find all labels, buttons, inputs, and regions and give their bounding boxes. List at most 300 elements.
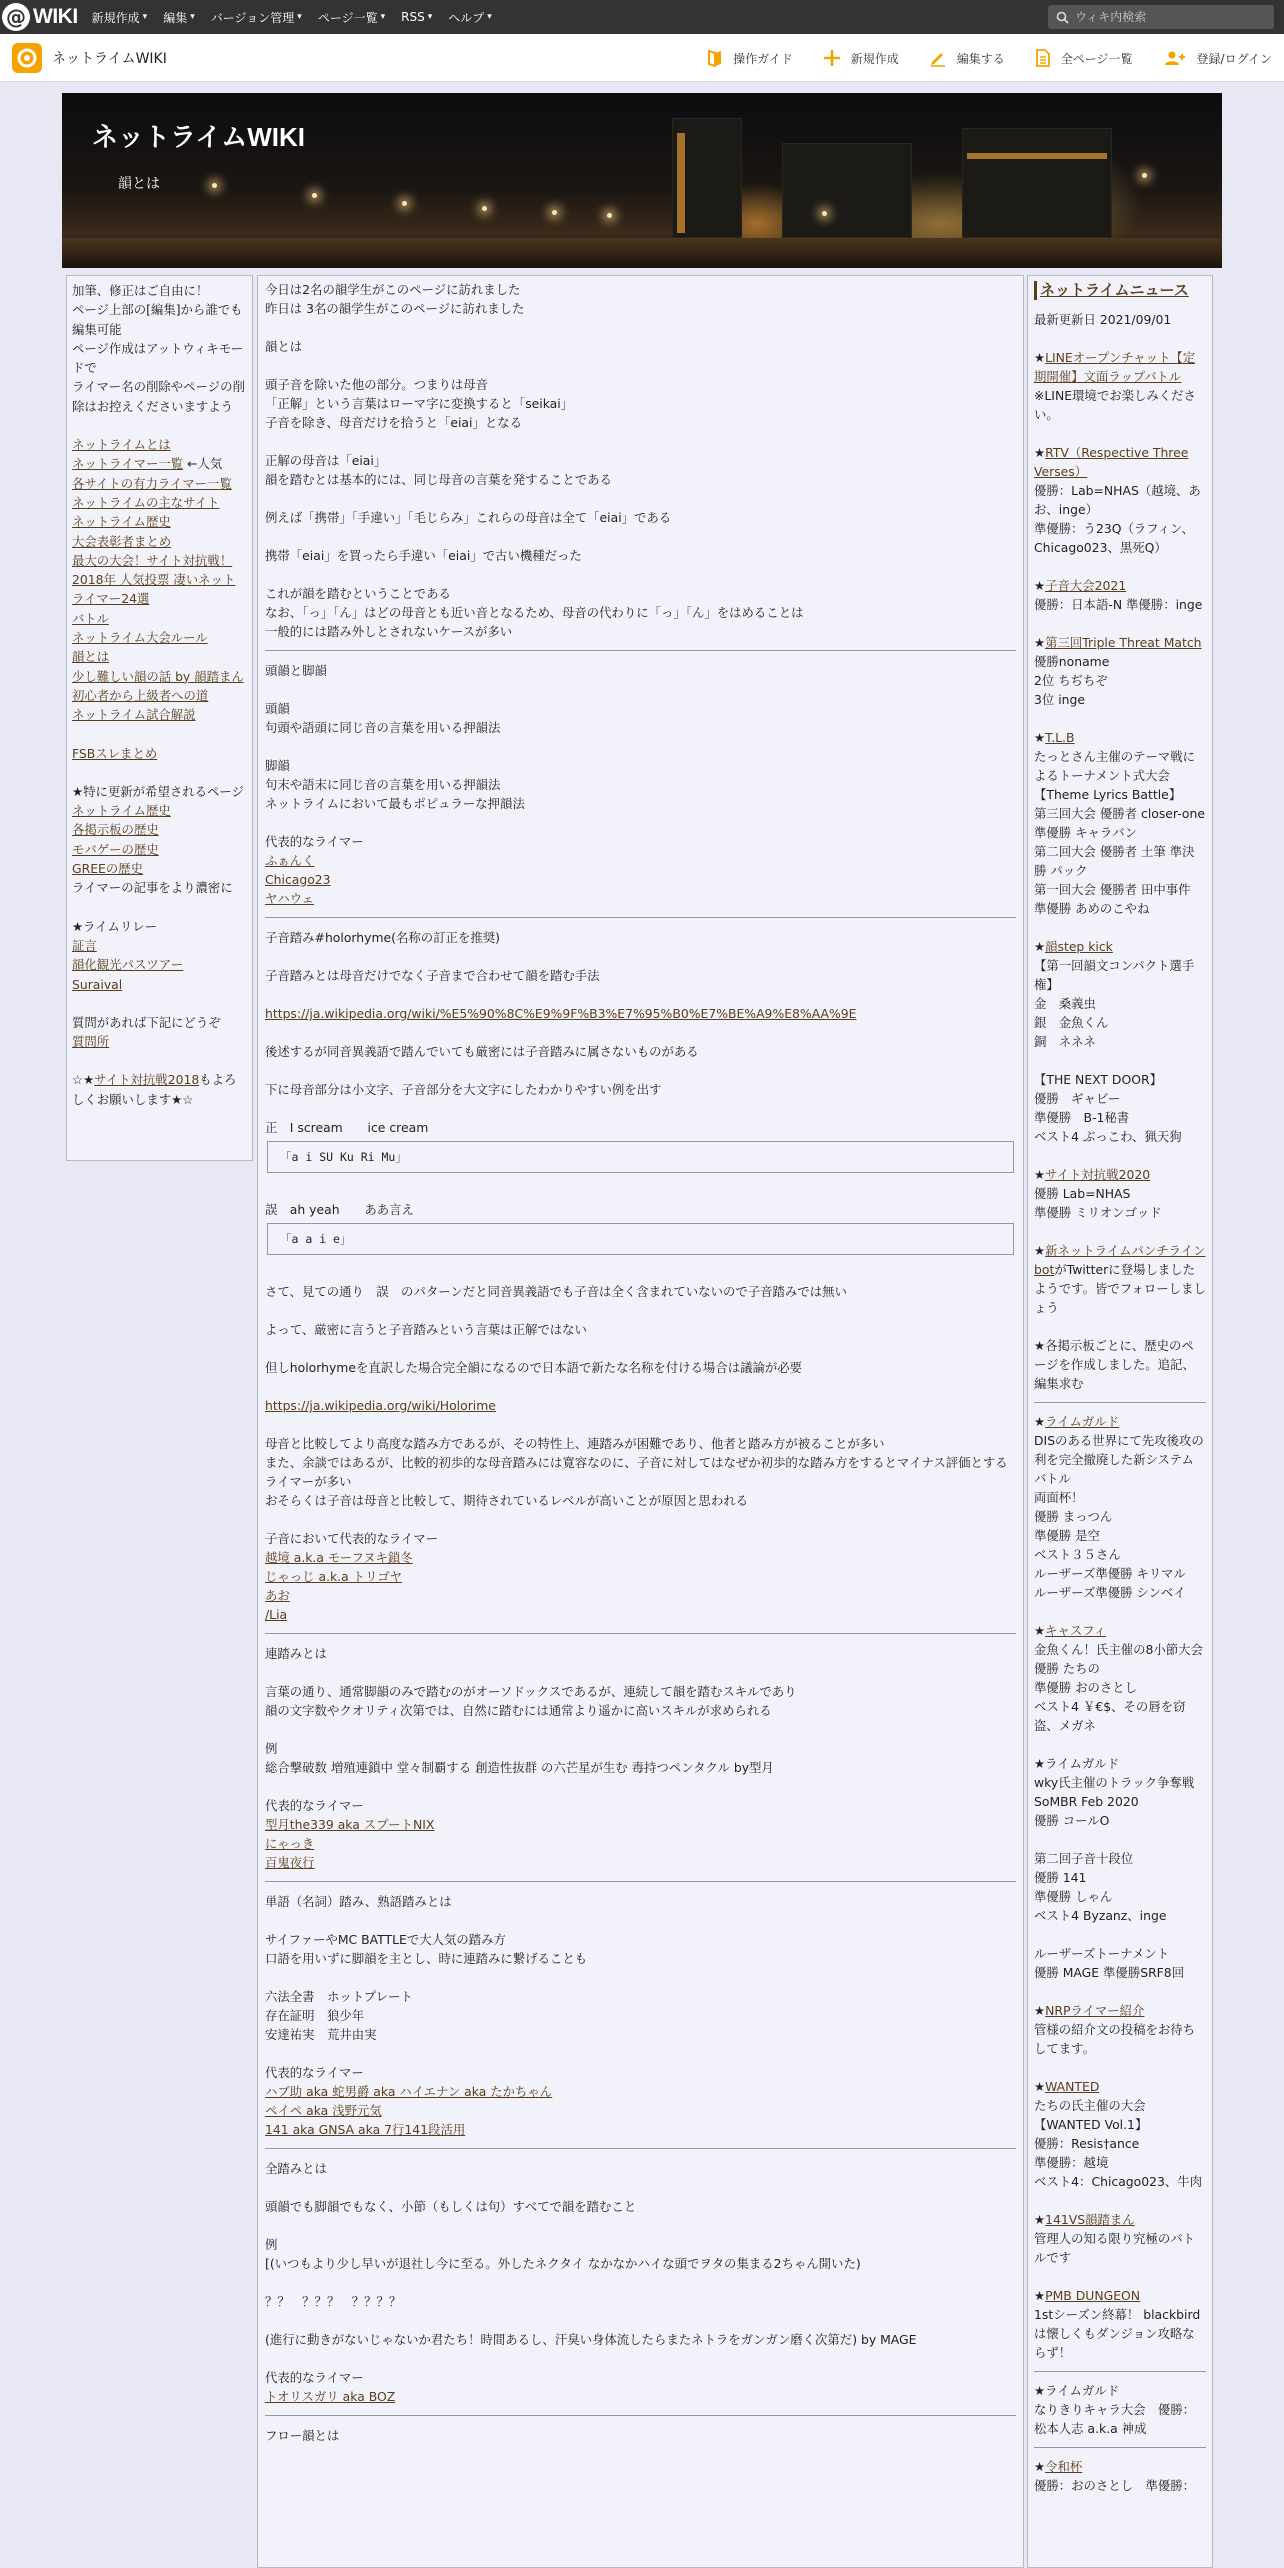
- left-link-row: [72, 532, 247, 551]
- text-line: 優勝noname: [1034, 654, 1110, 669]
- left-nav-link[interactable]: ネットライムの主なサイト: [72, 494, 220, 510]
- banner-lamp: [312, 193, 317, 198]
- guide-button[interactable]: [707, 49, 793, 67]
- text-line: ルーザーズトーナメント: [1034, 1946, 1170, 1961]
- login-button[interactable]: [1163, 50, 1272, 67]
- text-line: 優勝 ギャビー: [1034, 1091, 1121, 1106]
- section-divider: [1034, 2371, 1206, 2372]
- spacer: [1034, 1146, 1206, 1165]
- global-toolbar: [0, 0, 1284, 34]
- rhymer-link[interactable]: 141 aka GNSA aka 7行141段活用: [265, 2122, 466, 2137]
- section-divider: [265, 1633, 1016, 1634]
- site-logo-icon[interactable]: [12, 43, 42, 73]
- news-item: [1034, 937, 1206, 1146]
- spacer: [1034, 1317, 1206, 1336]
- rhymer-link[interactable]: ハブ助 aka 蛇男爵 aka ハイエナン aka たかちゃん: [265, 2084, 553, 2099]
- spacer: [265, 1720, 1016, 1739]
- spacer: [72, 416, 247, 435]
- star-icon: ★: [1034, 350, 1046, 365]
- right-news: [1027, 275, 1213, 2568]
- rhymer-link-row: [265, 870, 1016, 889]
- section-divider: [265, 1881, 1016, 1882]
- left-history-link[interactable]: ネットライム歴史: [72, 803, 171, 819]
- wikipedia-link[interactable]: https://ja.wikipedia.org/wiki/%E5%90%8C%E9%9F%B3%E7%95%B0%E7%BE%A9%E8%AA%9E: [265, 1006, 857, 1021]
- star-icon: ★: [1034, 1414, 1046, 1429]
- spacer: [265, 2178, 1016, 2197]
- left-relay-link[interactable]: 韻化観光パスツアー: [72, 957, 184, 973]
- news-link[interactable]: 新ネットライムパンチラインbot: [1034, 1243, 1206, 1277]
- text-line: 後述するが同音異義語で踏んでいても厳密には子音踏みに属さないものがある: [265, 1044, 699, 1059]
- news-item-head: [1034, 576, 1206, 595]
- text-line: [(いつもより少し早いが退社し今に至る。外したネクタイ なかなかハイな頭でヲタの集まる2ちゃん開いた): [265, 2256, 861, 2271]
- news-text: がTwitterに登場しましたようです。皆でフォローしましょう: [1034, 1262, 1206, 1315]
- spacer: [265, 565, 1016, 584]
- text-line: 総合撃破数 増殖連鎖中 堂々制覇する 創造性抜群 の六芒星が生む 毒持つペンタクル by型月: [265, 1760, 774, 1775]
- question-link[interactable]: 質問所: [72, 1034, 110, 1050]
- news-item: [1034, 443, 1206, 557]
- news-link[interactable]: NRPライマー紹介: [1045, 2003, 1145, 2018]
- left-link-row: [72, 667, 247, 686]
- news-link[interactable]: サイト対抗戦2020: [1045, 1167, 1151, 1182]
- spacer: [265, 2311, 1016, 2330]
- star-icon: ★: [1034, 635, 1046, 650]
- wikipedia-link-row: [265, 1396, 1016, 1415]
- spacer: [265, 527, 1016, 546]
- news-item: [1034, 1241, 1206, 1317]
- left-nav-link[interactable]: ネットライムとは: [72, 437, 171, 453]
- text-line: 例: [265, 2237, 278, 2252]
- spacer: [265, 432, 1016, 451]
- spacer: [265, 2216, 1016, 2235]
- text-line: 優勝 まっつん: [1034, 1509, 1113, 1524]
- left-nav-link[interactable]: ネットライム大会ルール: [72, 630, 208, 646]
- text-line: (進行に動きがないじゃないか君たち！時間あるし、汗臭い身体流したらまたネトラをガンガン磨く次第だ) by MAGE: [265, 2332, 917, 2347]
- rhymer-link[interactable]: じゃっじ a.k.a トリゴヤ: [265, 1569, 402, 1584]
- spacer: [265, 1023, 1016, 1042]
- rhymer-link-row: [265, 1605, 1016, 1624]
- spacer: [1034, 1735, 1206, 1754]
- brand-text: WIKI: [33, 5, 78, 28]
- rhymer-link[interactable]: 百鬼夜行: [265, 1855, 315, 1870]
- text-line: おそらくは子音は母音と比較して、期待されているレベルが高いことが原因と思われる: [265, 1493, 748, 1508]
- text-line: 3位 inge: [1034, 692, 1085, 707]
- text-line: 六法全書 ホットプレート: [265, 1989, 413, 2004]
- text-line: 加筆、修正はご自由に！: [72, 283, 209, 298]
- banner-window: [967, 153, 1107, 159]
- news-title[interactable]: ネットライムニュース: [1034, 281, 1189, 300]
- site-header: [0, 34, 1284, 82]
- search-input[interactable]: [1075, 10, 1265, 24]
- star-icon: ★: [1034, 1623, 1046, 1638]
- text-line: 準優勝 是空: [1034, 1528, 1100, 1543]
- text-line: 第二回大会 優勝者 土筆 準決勝 パック: [1034, 844, 1195, 878]
- news-link[interactable]: T.L.B: [1045, 730, 1075, 745]
- text-line: 韻を踏むとは基本的には、同じ母音の言葉を発することである: [265, 472, 612, 487]
- text-line: 準優勝 B-1秘書: [1034, 1110, 1130, 1125]
- new-page-label: 新規作成: [850, 51, 899, 66]
- news-item: [1034, 2077, 1206, 2191]
- text-line: 頭子音を除いた他の部分。つまりは母音: [265, 377, 489, 392]
- spacer: [265, 985, 1016, 1004]
- text-line: ★ライムガルド: [1034, 2383, 1120, 2398]
- top-menu-item[interactable]: [92, 9, 148, 26]
- left-history-link[interactable]: モバゲーの歴史: [72, 841, 159, 857]
- left-nav-link[interactable]: 韻とは: [72, 649, 110, 665]
- rhymer-link[interactable]: ヤハウェ: [265, 891, 315, 906]
- banner-title: ネットライムWIKI: [92, 122, 305, 152]
- left-link-row: [72, 609, 247, 628]
- spacer: [265, 2349, 1016, 2368]
- banner-lamp: [822, 211, 827, 216]
- text-line: よって、厳密に言うと子音踏みという言葉は正解ではない: [265, 1322, 587, 1337]
- left-menu: [66, 275, 253, 1161]
- top-menu-label: ページ一覧: [317, 10, 378, 25]
- text-line: ベスト4：Chicago023、牛肉: [1034, 2174, 1203, 2189]
- rhymer-link[interactable]: にゃっき: [265, 1836, 315, 1851]
- star-icon: ★: [1034, 1167, 1046, 1182]
- news-item: [1034, 576, 1206, 614]
- text-line: ★ライムガルド: [1034, 1756, 1120, 1771]
- news-item-head: [1034, 633, 1206, 652]
- top-menu-label: ヘルプ: [448, 10, 485, 25]
- text-line: 子音踏みとは母音だけでなく子音まで合わせて韻を踏む手法: [265, 968, 600, 983]
- rhymer-link[interactable]: あお: [265, 1588, 290, 1603]
- text-line: 但しholorhymeを直訳した場合完全韻になるので日本語で新たな名称を付ける場合は議論が必要: [265, 1360, 803, 1375]
- rhymer-link[interactable]: ふぁんく: [265, 853, 315, 868]
- left-nav-link[interactable]: ネットライム試合解説: [72, 707, 196, 723]
- top-menu-item[interactable]: [318, 9, 385, 26]
- news-item: [1034, 1754, 1206, 1982]
- site-battle-link[interactable]: サイト対抗戦2018: [94, 1072, 200, 1088]
- text-line: 銀 金魚くん: [1034, 1015, 1109, 1030]
- text-line: 代表的なライマー: [265, 2370, 364, 2385]
- text-line: 連踏みとは: [265, 1646, 327, 1661]
- text-line: 第三回大会 優勝者 closer-one 準優勝 キャラバン: [1034, 806, 1205, 840]
- text-line: サイファーやMC BATTLEで大人気の踏み方: [265, 1932, 506, 1947]
- text-line: これが韻を踏むということである: [265, 586, 451, 601]
- spacer: [1034, 918, 1206, 937]
- wiki-search: [1048, 5, 1274, 29]
- text-line: 全踏みとは: [265, 2161, 327, 2176]
- text-line: 句頭や語頭に同じ音の言葉を用いる押韻法: [265, 720, 501, 735]
- text-line: 母音と比較してより高度な踏み方であるが、その特性上、連踏みが困難であり、他者と踏み方が被ることが多い: [265, 1436, 885, 1451]
- news-link[interactable]: 韻step kick: [1045, 939, 1113, 954]
- text-line: 携帯「eiai」を買ったら手違い「eiai」で古い機種だった: [265, 548, 582, 563]
- text-line: 【第一回韻文コンパクト選手権】: [1034, 958, 1195, 992]
- text-line: なお、「っ」「ん」はどの母音とも近い音となるため、母音の代わりに「っ」「ん」をはめることは: [265, 605, 804, 620]
- news-item: [1034, 348, 1206, 424]
- footer-prefix: ☆★: [72, 1072, 95, 1088]
- news-item: [1034, 1621, 1206, 1735]
- banner-lamp: [552, 210, 557, 215]
- text-line: たちの氏主催の大会: [1034, 2098, 1146, 2113]
- rhymer-link-row: [265, 889, 1016, 908]
- guide-icon: [707, 49, 723, 67]
- top-menu-label: バージョン管理: [210, 10, 295, 25]
- wikipedia-link-row: [265, 1004, 1016, 1023]
- text-line: 金魚くん！氏主催の8小節大会: [1034, 1642, 1203, 1657]
- spacer: [1034, 2267, 1206, 2286]
- text-line: 子音を除き、母音だけを拾うと「eiai」となる: [265, 415, 523, 430]
- caret-down-icon: ▾: [427, 12, 433, 22]
- left-nav-link[interactable]: 初心者から上級者への道: [72, 687, 209, 703]
- left-nav-link[interactable]: 少し難しい韻の話 by 韻踏まん: [72, 668, 244, 684]
- news-link[interactable]: PMB DUNGEON: [1045, 2288, 1141, 2303]
- top-menu-item[interactable]: [163, 9, 195, 26]
- visitor-count-yesterday: 昨日は 3名の韻学生がこのページに訪れました: [265, 301, 525, 316]
- news-item-head: [1034, 937, 1206, 956]
- news-link[interactable]: RTV（Respective Three Verses）: [1034, 445, 1189, 479]
- popular-note: ←人気: [183, 456, 223, 472]
- spacer: [265, 356, 1016, 375]
- text-line: 金 桑義虫: [1034, 996, 1096, 1011]
- left-nav-link[interactable]: 大会表彰者まとめ: [72, 533, 172, 549]
- footer-suffix: もよろしくお願いします★☆: [72, 1072, 237, 1107]
- banner-lamp: [607, 213, 612, 218]
- section-divider: [265, 2415, 1016, 2416]
- text-line: ページ上部の[編集]から誰でも編集可能: [72, 302, 243, 337]
- text-line: ルーザーズ準優勝 キリマル: [1034, 1566, 1186, 1581]
- news-item: [1034, 2210, 1206, 2267]
- spacer: [265, 1663, 1016, 1682]
- text-line: 銅 ネネネ: [1034, 1034, 1096, 1049]
- spacer: [1034, 1602, 1206, 1621]
- text-line: ベスト4 Byzanz、inge: [1034, 1908, 1167, 1923]
- text-line: 2位 ちぢちぞ: [1034, 673, 1108, 688]
- top-menu-item[interactable]: [401, 9, 432, 26]
- text-line: 優勝：日本語-N 準優勝：inge: [1034, 597, 1203, 612]
- fsb-link[interactable]: FSBスレまとめ: [72, 745, 158, 761]
- all-pages-button[interactable]: [1035, 49, 1133, 67]
- text-line: 代表的なライマー: [265, 834, 364, 849]
- rhymer-link[interactable]: ペイペ aka 浅野元気: [265, 2103, 382, 2118]
- rhymer-link[interactable]: /Lia: [265, 1607, 288, 1622]
- wikipedia-link[interactable]: https://ja.wikipedia.org/wiki/Holorime: [265, 1398, 496, 1413]
- news-link[interactable]: ライムガルド: [1045, 1414, 1120, 1429]
- search-icon: [1056, 11, 1069, 24]
- left-link-row: [72, 435, 247, 454]
- left-relay-link[interactable]: Suraival: [72, 976, 123, 992]
- left-nav-link[interactable]: 各サイトの有力ライマー一覧: [72, 475, 232, 491]
- spacer: [72, 994, 247, 1013]
- star-icon: ★: [1034, 578, 1046, 593]
- banner-lamp: [482, 206, 487, 211]
- news-item-head: [1034, 2077, 1206, 2096]
- rhymer-link[interactable]: Chicago23: [265, 872, 331, 887]
- banner-building: [962, 128, 1112, 238]
- left-heading: ★特に更新が希望されるページ: [72, 783, 244, 799]
- text-line: 頭韻と脚韻: [265, 663, 327, 678]
- spacer: [1034, 2058, 1206, 2077]
- rhymer-link-row: [265, 1815, 1016, 1834]
- left-link-row: [72, 474, 247, 493]
- spacer: [1034, 709, 1206, 728]
- spacer: [265, 489, 1016, 508]
- news-item-head: [1034, 1621, 1206, 1640]
- section-divider: [1034, 2447, 1206, 2448]
- text-line: 一般的には踏み外しとされないケースが多い: [265, 624, 513, 639]
- left-link-row: [72, 551, 247, 570]
- text-line: 韻とは: [265, 339, 303, 354]
- text-line: 代表的なライマー: [265, 1798, 364, 1813]
- edit-button[interactable]: [929, 49, 1005, 67]
- star-icon: ★: [1034, 2288, 1046, 2303]
- star-icon: ★: [1034, 2003, 1046, 2018]
- plus-icon: [823, 49, 841, 67]
- news-item-head: [1034, 1165, 1206, 1184]
- news-item-head: [1034, 728, 1206, 747]
- text-line: ★各掲示板ごとに、歴史のページを作成しました。追記、編集求む: [1034, 1338, 1195, 1391]
- banner-lamp: [212, 183, 217, 188]
- text-line: 子音において代表的なライマー: [265, 1531, 439, 1546]
- left-nav-link[interactable]: 2018年 人気投票 凄いネットライマー24選: [72, 572, 236, 607]
- edit-label: 編集する: [956, 51, 1005, 66]
- text-line: 優勝 たちの: [1034, 1661, 1100, 1676]
- news-link[interactable]: 子音大会2021: [1045, 578, 1127, 593]
- rhymer-link-row: [265, 1548, 1016, 1567]
- news-link[interactable]: WANTED: [1045, 2079, 1100, 2094]
- spacer: [1034, 614, 1206, 633]
- left-nav-link[interactable]: 最大の大会！サイト対抗戦！: [72, 552, 233, 568]
- text-line: ライマー名の削除やページの削除はお控えくださいますよう: [72, 379, 245, 414]
- text-line: たっとさん主催のテーマ戦によるトーナメント式大会【Theme Lyrics Battle】: [1034, 749, 1196, 802]
- rhymer-link-row: [265, 2082, 1016, 2101]
- text-line: 子音踏み#holorhyme(名称の訂正を推奨): [265, 930, 500, 945]
- left-relay-link[interactable]: 証言: [72, 937, 97, 953]
- left-nav-link[interactable]: バトル: [72, 610, 109, 626]
- top-menu-label: 編集: [163, 10, 188, 25]
- star-icon: ★: [1034, 730, 1046, 745]
- left-note: 質問があれば下記にどうぞ: [72, 1014, 221, 1030]
- rhymer-link[interactable]: 越境 a.k.a モーフヌキ鎖冬: [265, 1550, 413, 1565]
- news-link[interactable]: LINEオープンチャット【定期開催】文面ラップバトル: [1034, 350, 1196, 384]
- left-history-link-row: [72, 801, 247, 820]
- news-item: [1034, 1336, 1206, 1393]
- code-block: 「a i SU Ku Ri Mu」: [267, 1141, 1014, 1173]
- spacer: [1034, 1925, 1206, 1944]
- top-menu-item[interactable]: [448, 9, 492, 26]
- text-line: また、余談ではあるが、比較的初歩的な母音踏みには寛容なのに、子音に対してはなぜか初歩的な踏み方をするとマイナス評価とするライマーが多い: [265, 1455, 1008, 1489]
- text-line: 準優勝 ミリオンゴッド: [1034, 1205, 1162, 1220]
- text-line: さて、見ての通り 誤 のパターンだと同音異義語でも子音は全く含まれていないので子音踏みでは無い: [265, 1284, 847, 1299]
- text-line: 準優勝：う23Q（ラフィン、Chicago023、黒死Q）: [1034, 521, 1194, 555]
- banner-lamp: [1142, 173, 1147, 178]
- left-link-row: [72, 493, 247, 512]
- left-history-link[interactable]: 各掲示板の歴史: [72, 822, 159, 838]
- star-icon: ★: [1034, 445, 1046, 460]
- spacer: [1034, 2191, 1206, 2210]
- rhymer-link-row: [265, 1853, 1016, 1872]
- left-link-row: [72, 686, 247, 705]
- news-item: [1034, 2286, 1206, 2362]
- news-item: [1034, 728, 1206, 918]
- news-updated: 最新更新日 2021/09/01: [1034, 312, 1172, 327]
- document-icon: [1035, 49, 1051, 67]
- rhymer-link[interactable]: 型月the339 aka スプートNIX: [265, 1817, 435, 1832]
- news-link[interactable]: 第三回Triple Threat Match: [1045, 635, 1202, 650]
- left-relay-link-row: [72, 975, 247, 994]
- site-name[interactable]: ネットライムWIKI: [52, 50, 167, 67]
- news-item-head: [1034, 1412, 1206, 1431]
- news-item: [1034, 1412, 1206, 1602]
- left-relay-link-row: [72, 936, 247, 955]
- left-history-link[interactable]: GREEの歴史: [72, 861, 144, 877]
- left-link-row: [72, 570, 247, 609]
- top-menu-item[interactable]: [211, 9, 302, 26]
- page-title: 韻とは: [118, 176, 160, 192]
- atwiki-logo[interactable]: [2, 2, 78, 32]
- all-pages-label: 全ページ一覧: [1060, 51, 1133, 66]
- text-line: 優勝：Lab=NHAS（越境、あお、inge）: [1034, 483, 1201, 517]
- caret-down-icon: ▾: [190, 12, 195, 22]
- rhymer-link[interactable]: トオリスガリ aka BOZ: [265, 2389, 396, 2404]
- text-line: 韻の文字数やクオリティ次第では、自然に踏むには通常より遥かに高いスキルが求められる: [265, 1703, 772, 1718]
- text-line: 誤 ah yeah ああ言え: [265, 1202, 414, 1217]
- news-item-head: [1034, 2457, 1206, 2476]
- spacer: [265, 680, 1016, 699]
- rhymer-link-row: [265, 1834, 1016, 1853]
- star-icon: ★: [1034, 2079, 1046, 2094]
- left-nav-link[interactable]: ネットライマー一覧: [72, 456, 184, 472]
- news-item: [1034, 2381, 1206, 2438]
- banner-road: [62, 238, 1222, 268]
- text-line: フロー韻とは: [265, 2428, 340, 2443]
- new-page-button[interactable]: [823, 49, 899, 67]
- left-history-link-row: [72, 820, 247, 839]
- text-line: 言葉の通り、通常脚韻のみで踏むのがオーソドックスであるが、連続して韻を踏むスキルであり: [265, 1684, 797, 1699]
- rhymer-link-row: [265, 2120, 1016, 2139]
- text-line: 【THE NEXT DOOR】: [1034, 1072, 1162, 1087]
- spacer: [265, 2044, 1016, 2063]
- spacer: [265, 737, 1016, 756]
- text-line: 優勝 MAGE 準優勝SRF8回: [1034, 1965, 1185, 1980]
- left-relay-link-row: [72, 955, 247, 974]
- text-line: 口語を用いずに脚韻を主とし、時に連踏みに繋げることも: [265, 1951, 588, 1966]
- star-icon: ★: [1034, 2459, 1046, 2474]
- text-line: 【WANTED Vol.1】: [1034, 2117, 1148, 2132]
- login-label: 登録/ログイン: [1196, 51, 1272, 66]
- spacer: [1034, 1982, 1206, 2001]
- text-line: 第二回子音十段位: [1034, 1851, 1134, 1866]
- text-line: 優勝：Resis†ance: [1034, 2136, 1140, 2151]
- news-item-head: [1034, 348, 1206, 386]
- spacer: [265, 947, 1016, 966]
- news-item-head: [1034, 2286, 1206, 2305]
- news-link[interactable]: 令和杯: [1045, 2459, 1083, 2474]
- banner-lamp: [402, 201, 407, 206]
- left-link-row: [72, 512, 247, 531]
- rhymer-link-row: [265, 2101, 1016, 2120]
- text-line: 正 I scream ice cream: [265, 1120, 429, 1135]
- caret-down-icon: ▾: [380, 12, 386, 22]
- spacer: [1034, 424, 1206, 443]
- news-link[interactable]: キャスフィ: [1045, 1623, 1107, 1638]
- spacer: [72, 763, 247, 782]
- star-icon: ★: [1034, 2212, 1046, 2227]
- news-item-head: [1034, 2210, 1206, 2229]
- spacer: [265, 1777, 1016, 1796]
- text-line: ルーザーズ準優勝 シンベイ: [1034, 1585, 1186, 1600]
- spacer: [1034, 1222, 1206, 1241]
- news-link[interactable]: 141VS韻踏まん: [1045, 2212, 1135, 2227]
- text-line: 下に母音部分は小文字、子音部分を大文字にしたわかりやすい例を出す: [265, 1082, 662, 1097]
- spacer: [1034, 1830, 1206, 1849]
- left-nav-link[interactable]: ネットライム歴史: [72, 514, 171, 530]
- text-line: 両面杯！: [1034, 1490, 1084, 1505]
- rhymer-link-row: [265, 2387, 1016, 2406]
- spacer: [265, 1377, 1016, 1396]
- spacer: [1034, 557, 1206, 576]
